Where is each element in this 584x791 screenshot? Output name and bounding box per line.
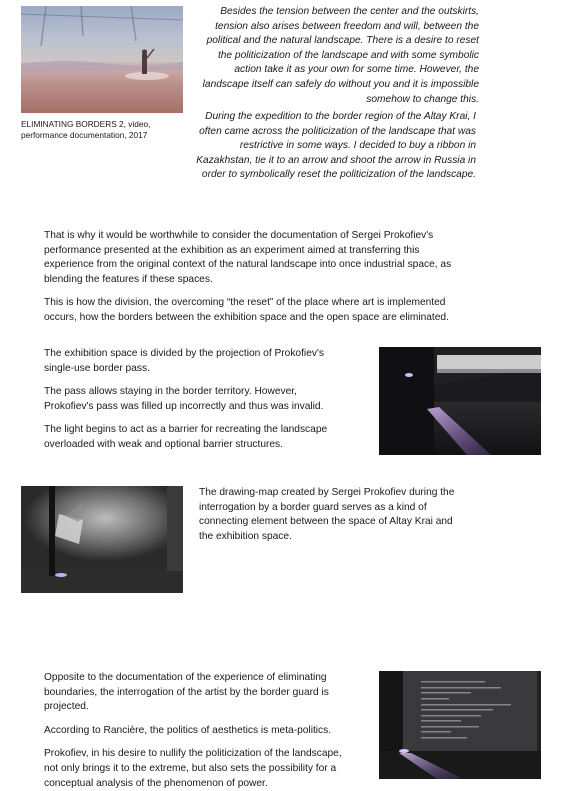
drawing-map-svg bbox=[21, 486, 183, 593]
landscape-still-svg bbox=[21, 6, 183, 113]
drawing-map-installation-photo bbox=[21, 486, 183, 593]
section-2-paragraph-1: The exhibition space is divided by the projection of Prokofiev's single-use border pass. bbox=[44, 348, 324, 374]
section-2-paragraph-3: The light begins to act as a barrier for recreating the landscape overloaded with weak and optional barrier structures. bbox=[44, 424, 328, 450]
landscape-video-still bbox=[21, 6, 183, 113]
section-3-paragraph-1: The drawing-map created by Sergei Prokofiev during the interrogation by a border guard serves as a kind of connecting element between the space of Altay Krai and the exhibition space. bbox=[199, 487, 455, 542]
interrogation-projection-photo bbox=[379, 671, 541, 779]
quote-1: Besides the tension between the center and the outskirts, tension also arises between freedom and will, between the political and the natural landscape. There is a desire to reset the politicization of the landscape and with some symbolic action take it as your own for some time. However, the landscape itself can safely do without you and it is impossible somehow to change this. bbox=[202, 6, 479, 105]
section-4-paragraph-3: Prokofiev, in his desire to nullify the politicization of the landscape, not only brings it to the extreme, but also sets the possibility for a conceptual analysis of the phenomenon of power. bbox=[44, 748, 342, 789]
interrogation-svg bbox=[379, 671, 541, 779]
section-4 bbox=[44, 671, 354, 791]
quote-2: During the expedition to the border region of the Altay Krai, I often came across the politicization of the landscape that was restrictive in some ways. I decided to buy a ribbon in Kazakhstan, tie it to an arrow and shoot the arrow in Russia in order to symbolically reset the politicization of the landscape. bbox=[196, 111, 476, 181]
section-1-paragraph-1: That is why it would be worthwhile to consider the documentation of Sergei Prokofiev's performance presented at the exhibition as an experiment aimed at transferring this experience from the original context of the natural landscape into once industrial space, as blending the features if these spaces. bbox=[44, 230, 452, 285]
section-4-paragraph-1: Opposite to the documentation of the experience of eliminating boundaries, the interrogation of the artist by the border guard is projected. bbox=[44, 672, 329, 713]
section-1-paragraph-2: This is how the division, the overcoming “the reset” of the place where art is implemented occurs, how the borders between the exhibition space and the open space are eliminated. bbox=[44, 297, 449, 323]
section-1 bbox=[44, 229, 454, 326]
section-3 bbox=[199, 486, 461, 544]
photo-caption: ELIMINATING BORDERS 2, video, performance documentation, 2017 bbox=[21, 119, 151, 140]
section-4-paragraph-2: According to Rancière, the politics of aesthetics is meta-politics. bbox=[44, 724, 332, 736]
light-beam-svg bbox=[379, 347, 541, 455]
section-2-paragraph-2: The pass allows staying in the border territory. However, Prokofiev's pass was filled up incorrectly and thus was invalid. bbox=[44, 386, 324, 412]
light-beam-installation-photo bbox=[379, 347, 541, 455]
section-2 bbox=[44, 347, 344, 453]
